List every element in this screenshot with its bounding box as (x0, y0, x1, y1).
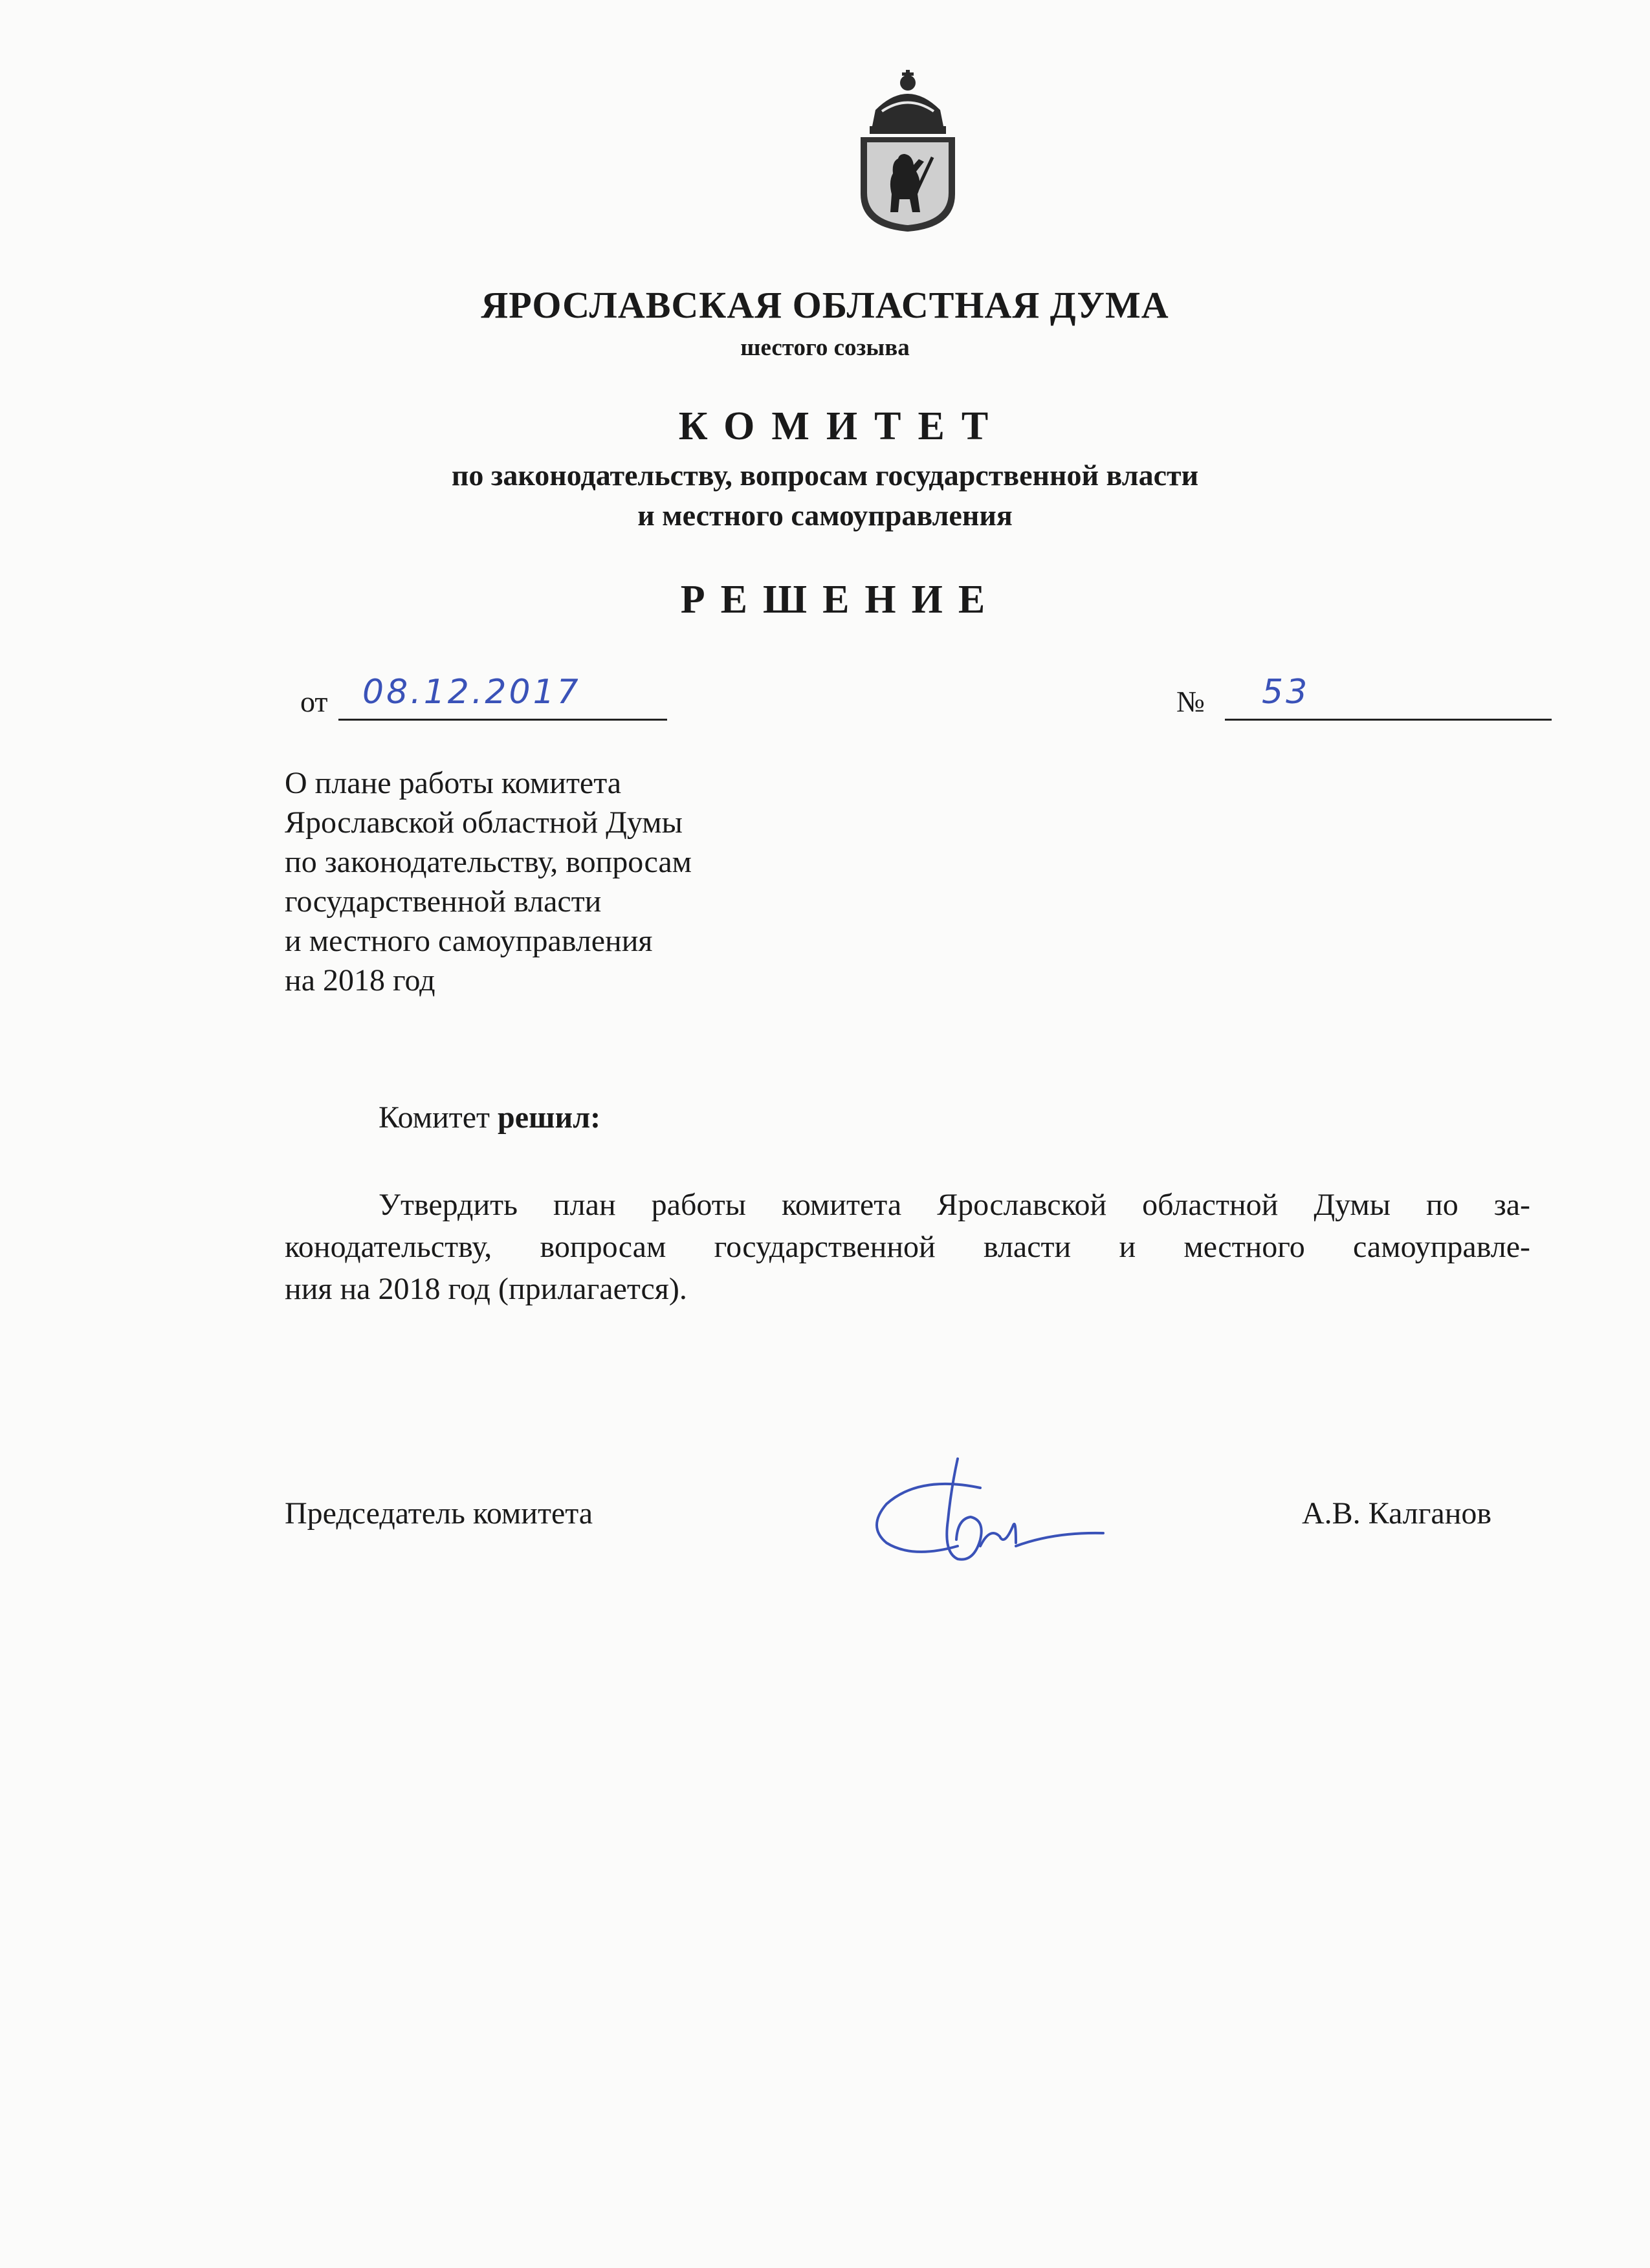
signatory-name: А.В. Калганов (1302, 1496, 1492, 1531)
subject-line: на 2018 год (285, 963, 435, 998)
yaroslavl-coat-of-arms-icon (853, 65, 963, 233)
subject-line: и местного самоуправления (285, 924, 653, 958)
decision-body (285, 1184, 1530, 1310)
subject-line: Ярославской областной Думы (285, 805, 683, 840)
decision-intro-prefix: Комитет (379, 1100, 498, 1135)
committee-description-line2: и местного самоуправления (637, 499, 1013, 532)
decision-intro-bold: решил: (498, 1100, 601, 1135)
date-value: 08.12.2017 (362, 673, 581, 712)
date-label: от (300, 685, 328, 718)
organization-name: ЯРОСЛАВСКАЯ ОБЛАСТНАЯ ДУМА (481, 284, 1169, 326)
decision-intro (379, 1100, 600, 1135)
decision-body-line: Утвердить план работы комитета Ярославской областной Думы по за- (379, 1188, 1530, 1222)
number-label: № (1176, 685, 1205, 718)
date-underline (338, 719, 667, 721)
committee-description-line1: по законодательству, вопросам государственной власти (451, 459, 1199, 492)
decision-body-line: ния на 2018 год (прилагается). (285, 1272, 687, 1306)
number-underline (1225, 719, 1552, 721)
subject-line: по законодательству, вопросам (285, 845, 692, 879)
decision-body-line: конодательству, вопросам государственной власти и местного самоуправле- (285, 1230, 1530, 1264)
convocation-label: шестого созыва (740, 334, 910, 361)
document-subject (285, 763, 867, 1000)
subject-line: О плане работы комитета (285, 766, 622, 800)
document-type-title: РЕШЕНИЕ (680, 578, 1001, 622)
subject-line: государственной власти (285, 884, 602, 919)
committee-title: КОМИТЕТ (678, 404, 1006, 448)
signatory-title: Председатель комитета (285, 1496, 593, 1531)
number-value: 53 (1262, 673, 1310, 712)
handwritten-signature-icon (861, 1449, 1106, 1578)
